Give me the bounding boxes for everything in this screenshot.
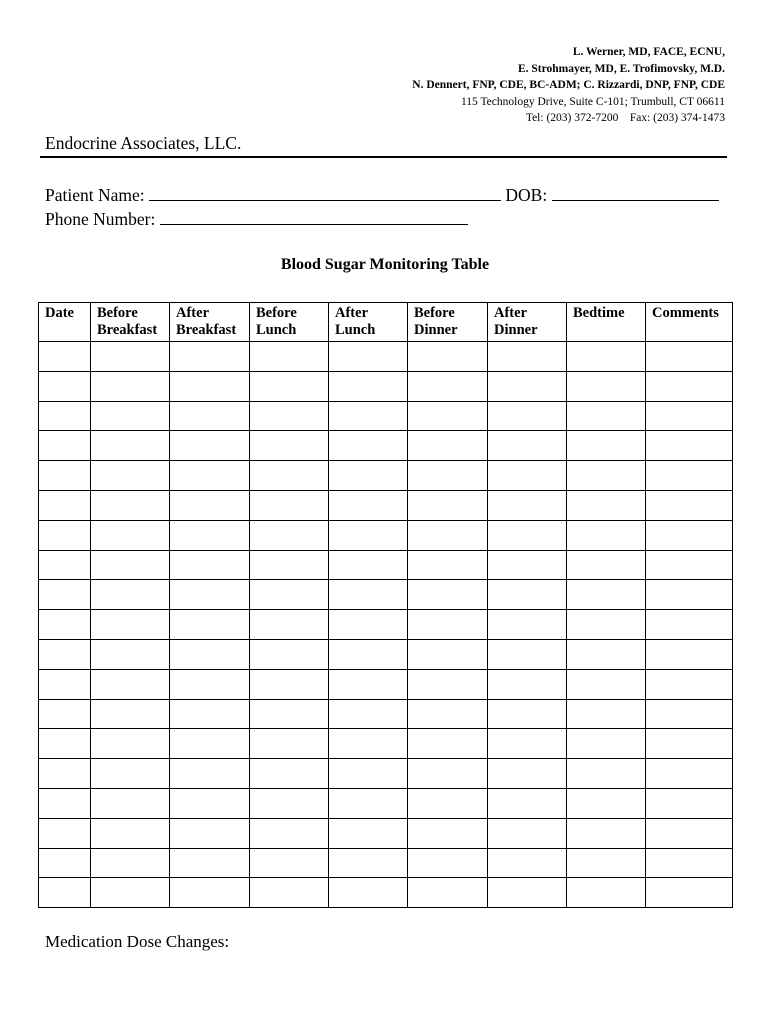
table-cell[interactable]	[250, 788, 329, 818]
table-cell[interactable]	[39, 818, 91, 848]
table-cell[interactable]	[488, 759, 567, 789]
table-cell[interactable]	[567, 461, 646, 491]
table-cell[interactable]	[646, 610, 733, 640]
table-cell[interactable]	[170, 520, 250, 550]
table-cell[interactable]	[646, 759, 733, 789]
table-cell[interactable]	[170, 490, 250, 520]
table-cell[interactable]	[408, 610, 488, 640]
table-cell[interactable]	[567, 401, 646, 431]
table-row	[39, 550, 733, 580]
table-cell[interactable]	[170, 848, 250, 878]
table-cell[interactable]	[39, 371, 91, 401]
table-cell[interactable]	[250, 461, 329, 491]
table-cell[interactable]	[170, 371, 250, 401]
table-cell[interactable]	[329, 371, 408, 401]
table-cell[interactable]	[170, 788, 250, 818]
table-cell[interactable]	[646, 729, 733, 759]
table-cell[interactable]	[250, 818, 329, 848]
table-cell[interactable]	[329, 550, 408, 580]
table-cell[interactable]	[567, 639, 646, 669]
table-cell[interactable]	[250, 520, 329, 550]
table-cell[interactable]	[408, 431, 488, 461]
table-cell[interactable]	[39, 431, 91, 461]
table-cell[interactable]	[91, 401, 170, 431]
table-cell[interactable]	[488, 878, 567, 908]
dob-label: DOB:	[505, 185, 548, 205]
table-cell[interactable]	[488, 371, 567, 401]
table-row	[39, 878, 733, 908]
table-cell[interactable]	[250, 878, 329, 908]
table-cell[interactable]	[250, 729, 329, 759]
table-cell[interactable]	[250, 639, 329, 669]
column-header-comments: Comments	[646, 303, 733, 342]
header-physicians-line-3: N. Dennert, FNP, CDE, BC-ADM; C. Rizzardi, DNP, FNP, CDE	[412, 79, 725, 92]
table-cell[interactable]	[329, 520, 408, 550]
table-cell[interactable]	[408, 669, 488, 699]
table-cell[interactable]	[170, 699, 250, 729]
phone-number-field[interactable]	[160, 208, 468, 225]
medication-dose-changes-label: Medication Dose Changes:	[45, 932, 230, 951]
table-cell[interactable]	[250, 699, 329, 729]
table-cell[interactable]	[170, 669, 250, 699]
column-header-before-dinner: Before Dinner	[408, 303, 488, 342]
practice-header	[412, 44, 725, 127]
table-cell[interactable]	[567, 788, 646, 818]
column-header-after-breakfast: After Breakfast	[170, 303, 250, 342]
table-cell[interactable]	[408, 401, 488, 431]
table-cell[interactable]	[567, 371, 646, 401]
table-cell[interactable]	[488, 788, 567, 818]
table-cell[interactable]	[170, 639, 250, 669]
patient-name-label: Patient Name:	[45, 185, 145, 205]
table-cell[interactable]	[488, 431, 567, 461]
table-cell[interactable]	[170, 878, 250, 908]
table-row	[39, 520, 733, 550]
table-cell[interactable]	[329, 431, 408, 461]
table-cell[interactable]	[91, 610, 170, 640]
table-row	[39, 729, 733, 759]
table-cell[interactable]	[488, 699, 567, 729]
table-cell[interactable]	[408, 639, 488, 669]
table-cell[interactable]	[39, 699, 91, 729]
column-header-before-breakfast: Before Breakfast	[91, 303, 170, 342]
table-cell[interactable]	[91, 520, 170, 550]
table-row	[39, 759, 733, 789]
table-cell[interactable]	[408, 490, 488, 520]
table-cell[interactable]	[250, 550, 329, 580]
table-row	[39, 818, 733, 848]
table-cell[interactable]	[567, 431, 646, 461]
table-cell[interactable]	[91, 431, 170, 461]
blood-sugar-table	[38, 302, 733, 908]
table-cell[interactable]	[170, 610, 250, 640]
header-address: 115 Technology Drive, Suite C-101; Trumbull, CT 06611	[460, 95, 725, 108]
table-cell[interactable]	[488, 610, 567, 640]
table-cell[interactable]	[329, 580, 408, 610]
table-cell[interactable]	[91, 490, 170, 520]
table-cell[interactable]	[646, 490, 733, 520]
table-cell[interactable]	[170, 461, 250, 491]
table-cell[interactable]	[567, 699, 646, 729]
table-cell[interactable]	[39, 461, 91, 491]
table-cell[interactable]	[488, 580, 567, 610]
table-row	[39, 431, 733, 461]
column-header-date: Date	[39, 303, 91, 342]
patient-info-row	[45, 184, 719, 206]
table-cell[interactable]	[329, 490, 408, 520]
table-cell[interactable]	[408, 371, 488, 401]
table-cell[interactable]	[91, 550, 170, 580]
table-cell[interactable]	[170, 729, 250, 759]
table-cell[interactable]	[250, 580, 329, 610]
table-cell[interactable]	[646, 669, 733, 699]
table-cell[interactable]	[39, 788, 91, 818]
table-cell[interactable]	[170, 401, 250, 431]
table-cell[interactable]	[250, 401, 329, 431]
table-cell[interactable]	[329, 729, 408, 759]
table-cell[interactable]	[250, 759, 329, 789]
table-cell[interactable]	[91, 848, 170, 878]
table-cell[interactable]	[567, 729, 646, 759]
column-header-bedtime: Bedtime	[567, 303, 646, 342]
header-contact: Tel: (203) 372-7200 Fax: (203) 374-1473	[525, 112, 725, 125]
table-cell[interactable]	[646, 639, 733, 669]
table-cell[interactable]	[567, 848, 646, 878]
table-cell[interactable]	[488, 639, 567, 669]
table-cell[interactable]	[646, 342, 733, 372]
table-body	[39, 342, 733, 908]
table-cell[interactable]	[91, 788, 170, 818]
table-cell[interactable]	[488, 342, 567, 372]
table-row	[39, 461, 733, 491]
table-cell[interactable]	[39, 669, 91, 699]
table-cell[interactable]	[408, 878, 488, 908]
table-cell[interactable]	[567, 818, 646, 848]
table-cell[interactable]	[646, 818, 733, 848]
table-cell[interactable]	[250, 490, 329, 520]
table-cell[interactable]	[170, 759, 250, 789]
table-cell[interactable]	[39, 848, 91, 878]
table-cell[interactable]	[329, 878, 408, 908]
table-cell[interactable]	[91, 669, 170, 699]
table-cell[interactable]	[39, 580, 91, 610]
table-cell[interactable]	[91, 461, 170, 491]
table-cell[interactable]	[488, 550, 567, 580]
phone-row	[45, 208, 468, 230]
table-cell[interactable]	[408, 520, 488, 550]
table-row	[39, 639, 733, 669]
table-cell[interactable]	[567, 669, 646, 699]
table-cell[interactable]	[250, 342, 329, 372]
table-cell[interactable]	[408, 759, 488, 789]
table-cell[interactable]	[91, 818, 170, 848]
table-cell[interactable]	[329, 699, 408, 729]
table-cell[interactable]	[408, 342, 488, 372]
table-cell[interactable]	[488, 461, 567, 491]
table-cell[interactable]	[39, 550, 91, 580]
table-cell[interactable]	[567, 550, 646, 580]
table-cell[interactable]	[170, 550, 250, 580]
table-cell[interactable]	[646, 520, 733, 550]
table-cell[interactable]	[646, 788, 733, 818]
table-cell[interactable]	[408, 580, 488, 610]
table-cell[interactable]	[646, 550, 733, 580]
table-row	[39, 401, 733, 431]
table-row	[39, 848, 733, 878]
table-cell[interactable]	[91, 342, 170, 372]
table-cell[interactable]	[567, 878, 646, 908]
column-header-before-lunch: Before Lunch	[250, 303, 329, 342]
table-cell[interactable]	[170, 818, 250, 848]
table-cell[interactable]	[329, 461, 408, 491]
table-cell[interactable]	[408, 729, 488, 759]
table-cell[interactable]	[39, 401, 91, 431]
table-cell[interactable]	[646, 371, 733, 401]
table-cell[interactable]	[170, 342, 250, 372]
table-cell[interactable]	[567, 610, 646, 640]
table-cell[interactable]	[567, 490, 646, 520]
table-cell[interactable]	[91, 371, 170, 401]
table-cell[interactable]	[39, 610, 91, 640]
table-row	[39, 669, 733, 699]
table-cell[interactable]	[646, 431, 733, 461]
table-title: Blood Sugar Monitoring Table	[280, 256, 490, 273]
table-cell[interactable]	[646, 699, 733, 729]
table-cell[interactable]	[91, 878, 170, 908]
table-cell[interactable]	[408, 848, 488, 878]
table-cell[interactable]	[408, 461, 488, 491]
table-cell[interactable]	[329, 342, 408, 372]
table-cell[interactable]	[91, 759, 170, 789]
table-cell[interactable]	[567, 580, 646, 610]
table-cell[interactable]	[39, 759, 91, 789]
table-cell[interactable]	[329, 669, 408, 699]
table-cell[interactable]	[329, 610, 408, 640]
table-cell[interactable]	[250, 669, 329, 699]
table-cell[interactable]	[329, 759, 408, 789]
table-cell[interactable]	[488, 520, 567, 550]
patient-name-field[interactable]	[149, 184, 501, 201]
table-cell[interactable]	[329, 639, 408, 669]
header-physicians-line-1: L. Werner, MD, FACE, ECNU,	[572, 46, 725, 58]
table-cell[interactable]	[646, 848, 733, 878]
table-row	[39, 580, 733, 610]
table-cell[interactable]	[646, 878, 733, 908]
table-cell[interactable]	[488, 848, 567, 878]
table-cell[interactable]	[488, 669, 567, 699]
table-cell[interactable]	[408, 788, 488, 818]
table-cell[interactable]	[488, 729, 567, 759]
phone-number-label: Phone Number:	[45, 209, 156, 229]
table-cell[interactable]	[488, 401, 567, 431]
table-row	[39, 342, 733, 372]
header-divider	[40, 156, 727, 158]
table-cell[interactable]	[91, 729, 170, 759]
table-cell[interactable]	[488, 490, 567, 520]
table-cell[interactable]	[567, 759, 646, 789]
table-cell[interactable]	[170, 431, 250, 461]
table-cell[interactable]	[646, 401, 733, 431]
table-cell[interactable]	[250, 371, 329, 401]
table-cell[interactable]	[646, 580, 733, 610]
table-cell[interactable]	[91, 639, 170, 669]
table-row	[39, 788, 733, 818]
table-cell[interactable]	[408, 699, 488, 729]
table-cell[interactable]	[646, 461, 733, 491]
table-row	[39, 490, 733, 520]
table-cell[interactable]	[250, 610, 329, 640]
table-row	[39, 371, 733, 401]
table-cell[interactable]	[567, 520, 646, 550]
table-cell[interactable]	[39, 520, 91, 550]
header-physicians-line-2: E. Strohmayer, MD, E. Trofimovsky, M.D.	[517, 62, 725, 75]
table-cell[interactable]	[488, 818, 567, 848]
table-row	[39, 699, 733, 729]
dob-field[interactable]	[552, 184, 719, 201]
table-cell[interactable]	[39, 878, 91, 908]
table-cell[interactable]	[91, 580, 170, 610]
table-row	[39, 610, 733, 640]
table-cell[interactable]	[250, 848, 329, 878]
table-cell[interactable]	[91, 699, 170, 729]
table-cell[interactable]	[329, 848, 408, 878]
table-cell[interactable]	[250, 431, 329, 461]
column-header-after-dinner: After Dinner	[488, 303, 567, 342]
table-cell[interactable]	[39, 639, 91, 669]
table-cell[interactable]	[329, 818, 408, 848]
table-cell[interactable]	[39, 490, 91, 520]
table-cell[interactable]	[408, 818, 488, 848]
column-header-after-lunch: After Lunch	[329, 303, 408, 342]
table-cell[interactable]	[329, 401, 408, 431]
table-cell[interactable]	[39, 342, 91, 372]
table-header-row	[39, 303, 733, 342]
company-name: Endocrine Associates, LLC.	[45, 133, 242, 153]
table-cell[interactable]	[329, 788, 408, 818]
table-cell[interactable]	[170, 580, 250, 610]
table-cell[interactable]	[39, 729, 91, 759]
table-cell[interactable]	[567, 342, 646, 372]
table-cell[interactable]	[408, 550, 488, 580]
